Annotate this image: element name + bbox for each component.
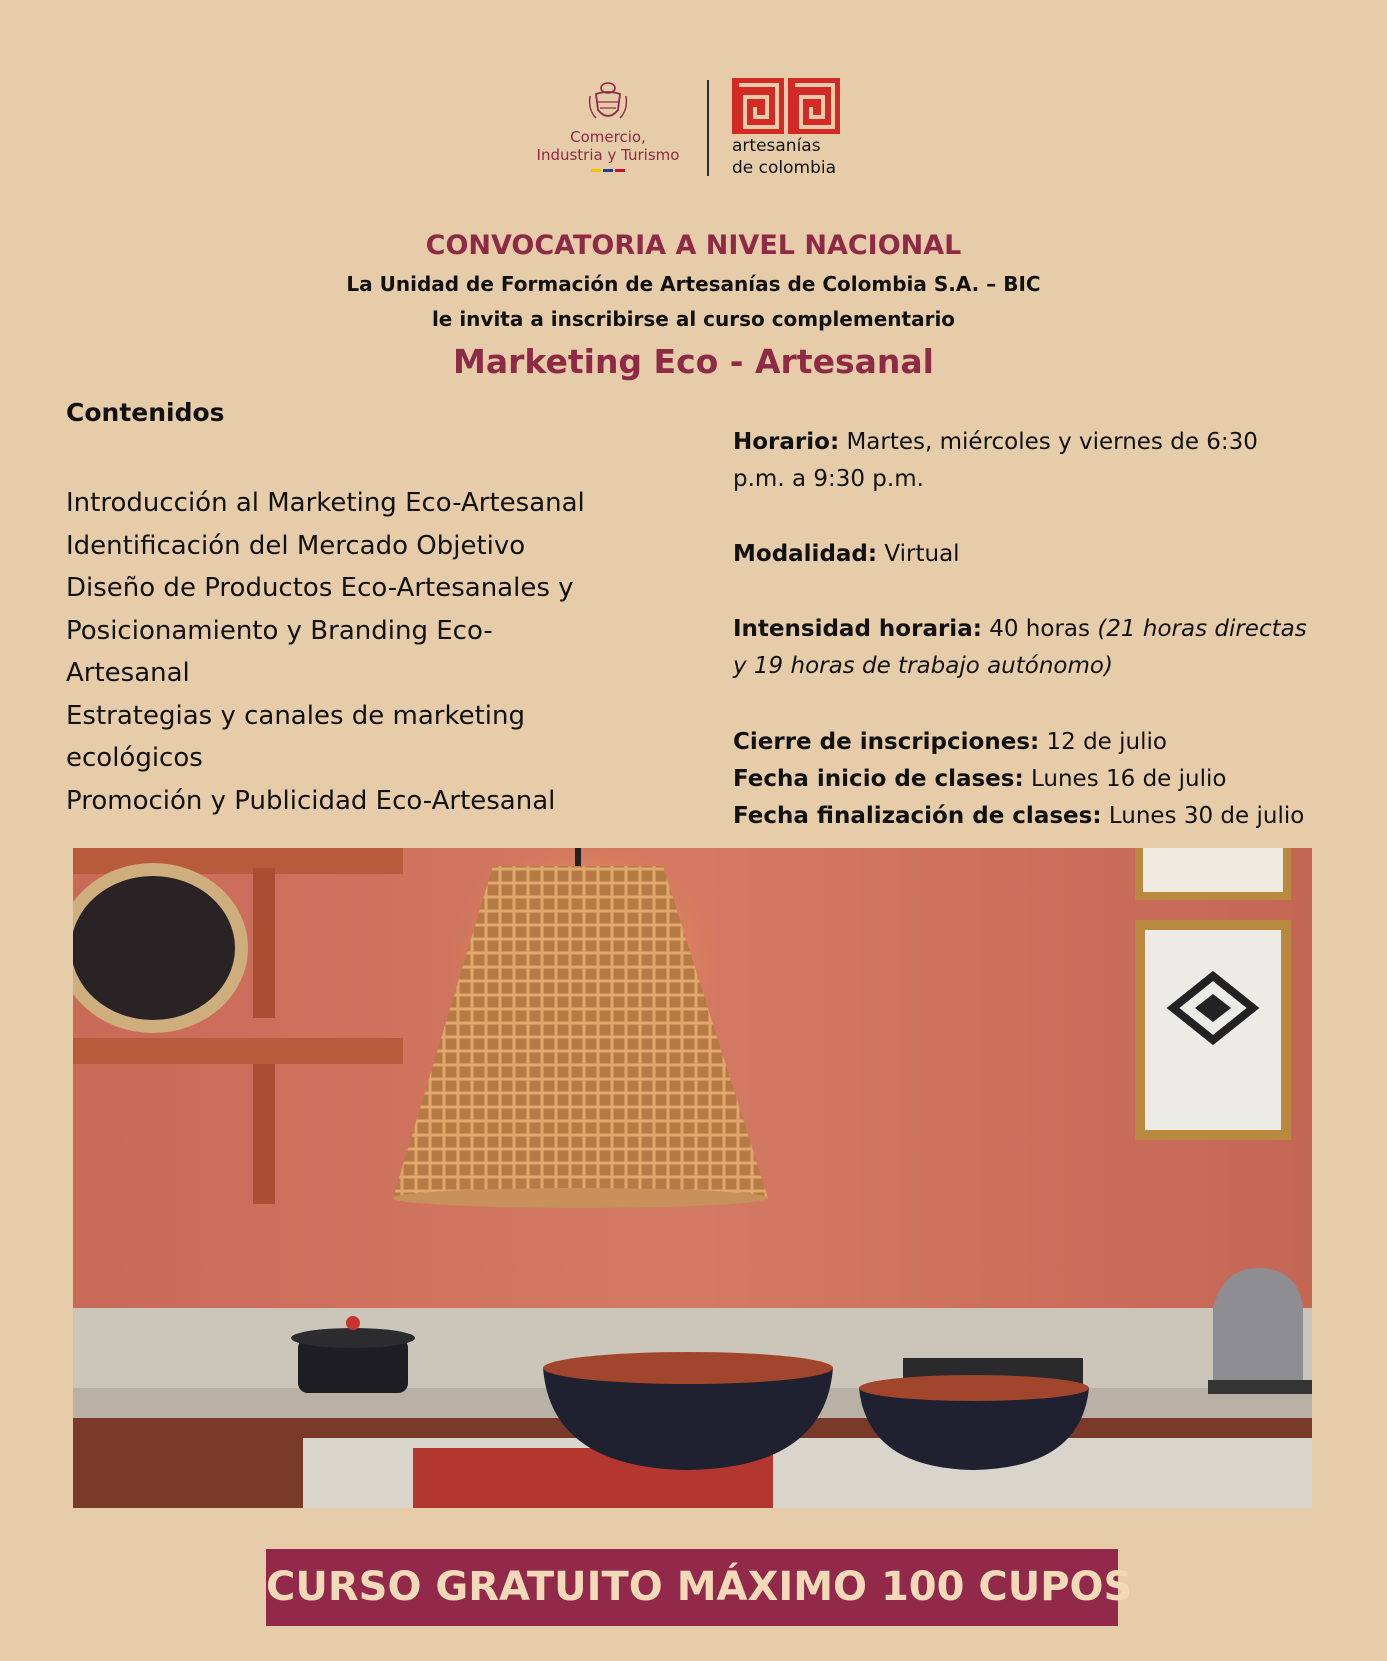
schedule-value-cont: p.m. a 9:30 p.m. [733,466,924,492]
kitchen-photo [73,848,1312,1508]
list-item: ecológicos [66,743,203,773]
modality-value: Virtual [877,541,960,567]
colombia-flag-stripes [520,169,696,172]
modality-info [733,536,1353,573]
list-item: Estrategias y canales de marketing [66,700,526,731]
deadline-label: Cierre de inscripciones: [733,729,1040,755]
artesanias-logo [732,78,852,178]
artesanias-fret-icon [732,78,840,134]
list-item: Identificación del Mercado Objetivo [66,530,526,561]
artesanias-name-line2: de colombia [732,158,837,178]
dates-info [733,724,1353,835]
ministry-name-line2: Industria y Turismo [536,146,680,164]
deadline-value: 12 de julio [1039,729,1167,755]
artesanias-name-line1: artesanías [732,136,821,156]
end-date-label: Fecha finalización de clases: [733,803,1102,829]
intensity-value: 40 horas [981,616,1098,642]
schedule-value: Martes, miércoles y viernes de 6:30 [839,429,1258,455]
contents-list [66,482,656,822]
intensity-label: Intensidad horaria: [733,616,982,642]
list-item: Introducción al Marketing Eco-Artesanal [66,488,585,518]
modality-label: Modalidad: [733,541,878,567]
coat-of-arms-icon [586,80,630,126]
free-course-banner: CURSO GRATUITO MÁXIMO 100 CUPOS [266,1549,1118,1626]
intensity-info [733,611,1353,685]
schedule-info [733,424,1353,498]
start-date-value: Lunes 16 de julio [1023,766,1227,792]
call-title: CONVOCATORIA A NIVEL NACIONAL [425,230,962,261]
course-name: Marketing Eco - Artesanal [453,342,934,381]
invitation-line1: La Unidad de Formación de Artesanías de Colombia S.A. – BIC [346,272,1041,296]
intensity-note: (21 horas directas [1097,616,1307,642]
end-date-value: Lunes 30 de julio [1101,803,1305,829]
list-item: Diseño de Productos Eco-Artesanales y [66,573,574,603]
schedule-label: Horario: [733,429,840,455]
contents-title: Contenidos [66,398,225,427]
list-item: Promoción y Publicidad Eco-Artesanal [66,785,556,816]
logo-divider [707,80,709,176]
invitation-line2: le invita a inscribirse al curso complementario [431,307,956,331]
ministry-logo [520,80,696,172]
kitchen-scene-illustration [73,848,1312,1508]
ministry-name-line1: Comercio, [570,128,646,146]
logo-bar [0,76,1387,186]
start-date-label: Fecha inicio de clases: [733,766,1024,792]
list-item: Artesanal [66,658,190,688]
list-item: Posicionamiento y Branding Eco- [66,615,493,646]
intensity-note-cont: y 19 horas de trabajo autónomo) [733,653,1113,679]
